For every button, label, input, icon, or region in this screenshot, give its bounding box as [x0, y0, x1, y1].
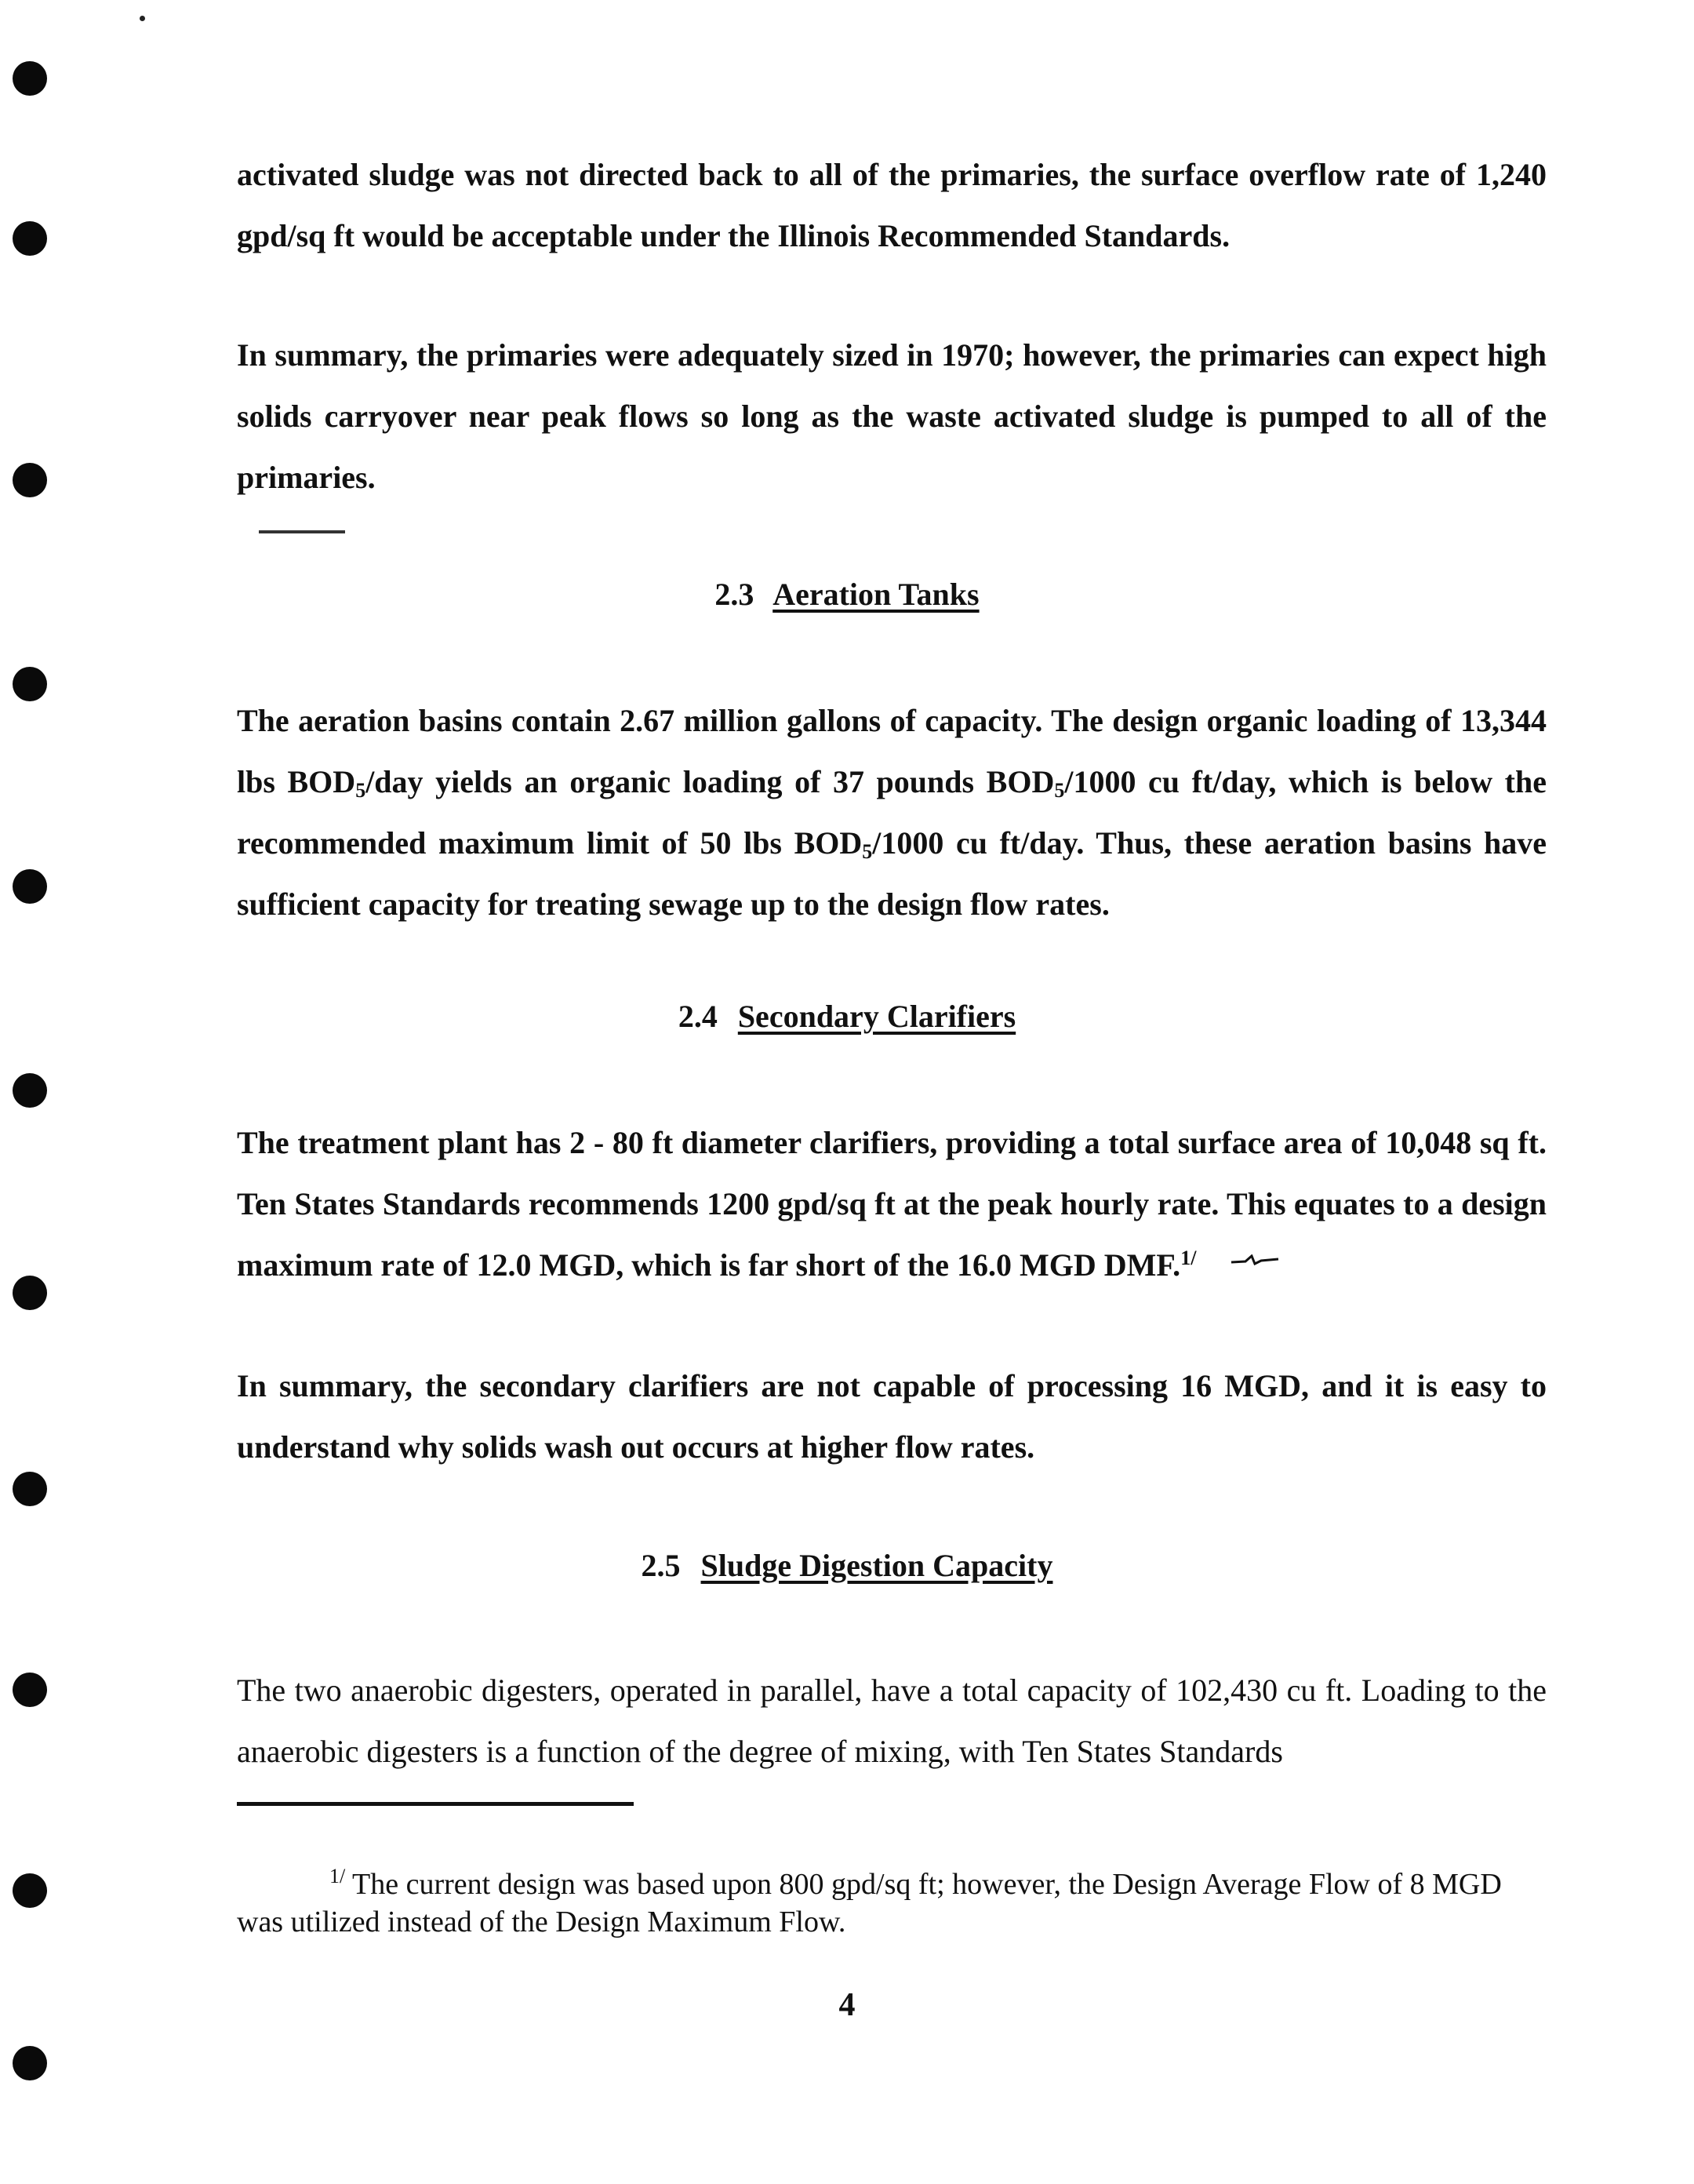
binder-hole: [13, 1276, 47, 1310]
scan-artifact-line: [259, 530, 345, 533]
paragraph-aeration-basins: The aeration basins contain 2.67 million gallons of capacity. The design organic loading of 13,344 lbs $BOD_5$/day yields an organic loading of 37 pounds $BOD_5/1000$ cu ft/day, which is below the recommended maximum limit of 50 lbs $BOD_5/1000$ cu ft/day. Thus, these aeration basins have sufficient capacity for treating sewage up to the design flow rates.: [237, 703, 1547, 922]
paragraph-clarifiers-summary: In summary, the secondary clarifiers are not capable of processing 16 MGD, and it is easy to understand why solids wash out occurs at higher flow rates.: [237, 1368, 1547, 1465]
footnote-text: The current design was based upon 800 gpd/sq ft; however, the Design Average Flow of 8 MGD was utilized instead of the Design Maximum Flow.: [237, 1868, 1502, 1938]
section-number: 2.4: [678, 999, 718, 1034]
section-number: 2.5: [641, 1548, 681, 1583]
section-heading-aeration-tanks: [0, 576, 1694, 613]
scan-speck: [140, 16, 145, 21]
section-title: Aeration Tanks: [772, 577, 980, 612]
section-number: 2.3: [714, 577, 754, 612]
binder-hole: [13, 869, 47, 904]
binder-hole: [13, 2046, 47, 2080]
binder-hole: [13, 1472, 47, 1506]
footnote: [237, 1866, 1523, 1941]
paragraph-clarifiers: The treatment plant has 2 - 80 ft diameter clarifiers, providing a total surface area of 10,048 sq ft. Ten States Standards recommends 1200 gpd/sq ft at the peak hourly rate. This equates to a design maximum rate of 12.0 MGD, which is far short of the 16.0 MGD DMF.$^{1/}$: [237, 1125, 1547, 1283]
binder-hole: [13, 463, 47, 497]
paragraph-primaries-summary: In summary, the primaries were adequately sized in 1970; however, the primaries can expect high solids carryover near peak flows so long as the waste activated sludge is pumped to all of the primaries.: [237, 337, 1547, 495]
section-title: Secondary Clarifiers: [737, 999, 1016, 1034]
page-number: 4: [838, 1987, 856, 2023]
section-heading-sludge-digestion: [0, 1547, 1694, 1584]
footnote-marker: 1/: [329, 1865, 346, 1887]
handwritten-mark: [1230, 1254, 1280, 1265]
footnote-separator: [237, 1802, 634, 1806]
binder-hole: [13, 61, 47, 96]
section-heading-secondary-clarifiers: [0, 998, 1694, 1035]
binder-hole: [13, 667, 47, 701]
section-title: Sludge Digestion Capacity: [700, 1548, 1053, 1583]
binder-hole: [13, 221, 47, 256]
paragraph-digesters: The two anaerobic digesters, operated in parallel, have a total capacity of 102,430 cu ft. Loading to the anaerobic digesters is a function of the degree of mixing, with Ten States Standards: [237, 1673, 1547, 1769]
binder-hole: [13, 1873, 47, 1908]
binder-hole: [13, 1673, 47, 1707]
footnote-reference: 1/: [1180, 1247, 1197, 1269]
binder-hole: [13, 1073, 47, 1108]
paragraph-primaries-overflow: activated sludge was not directed back to all of the primaries, the surface overflow rate of 1,240 gpd/sq ft would be acceptable under the Illinois Recommended Standards.: [237, 157, 1547, 253]
